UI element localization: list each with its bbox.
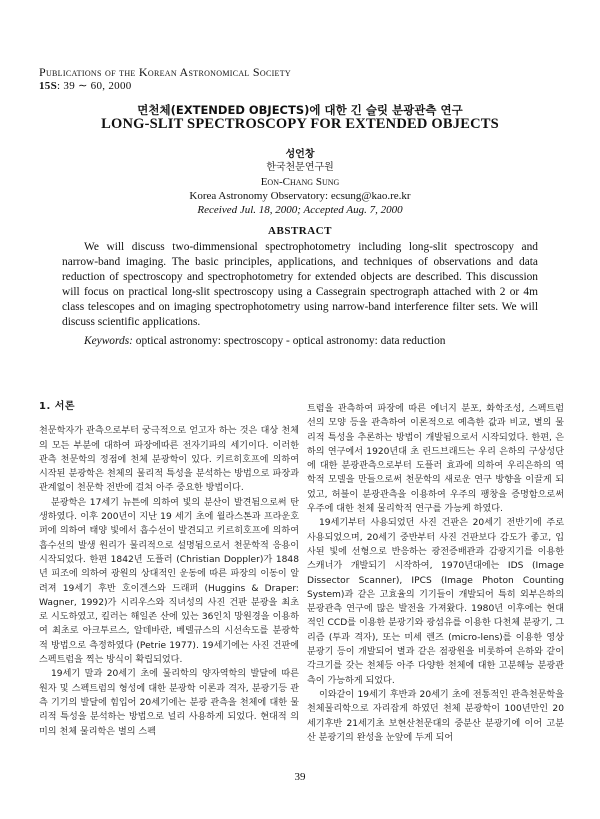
title-english: LONG-SLIT SPECTROSCOPY FOR EXTENDED OBJECTS <box>101 116 499 132</box>
title-korean: 면천체(EXTENDED OBJECTS)에 대한 긴 슬릿 분광관측 연구 <box>137 103 463 117</box>
page-number: 39 <box>294 771 306 783</box>
keywords-label: Keywords: <box>84 335 133 347</box>
journal-name: Publications of the Korean Astronomical Society <box>39 65 292 79</box>
author-english-name: Eon-Chang Sung <box>260 176 340 188</box>
keywords-text: optical astronomy: spectroscopy - optical astronomy: data reduction <box>135 335 446 347</box>
abstract-heading: ABSTRACT <box>268 225 332 237</box>
section-heading: 1. 서론 <box>39 401 76 412</box>
left-column <box>39 400 299 739</box>
right-column <box>307 402 564 745</box>
paragraph: 19세기 말과 20세기 초에 물리학의 양자역학의 발달에 따른 원자 및 스펙트럼의 형성에 대한 분광학 이론과 격자, 분광기등 관측 기기의 발달에 힘입어 20세기에는 분광 관측을 천체에 대한 물리적 특성을 분석하는 방법으로 널리 사용하게 되었다. 현대적 의미의 천체 물리학은 별의 스펙 <box>39 669 299 737</box>
paragraph: 19세기부터 사용되었던 사진 건판은 20세기 전반기에 주로 사용되었으며, 20세기 중반부터 사진 건판보다 감도가 좋고, 입사된 빛에 선형으로 반응하는 광전증배관과 감광지기를 이용한 스캐너가 개발되기 시작하여, 1970년대에는 IDS (Image Dissector Scanner), IPCS (Image Photon Counting System)과 같은 고효율의 기기들이 개발되어 특히 외부은하의 분광관측 연구에 많은 발전을 가져왔다. 1980년 이후에는 현대적인 CCD를 이용한 분광기와 광섬유를 이용한 다천체 분광기, 그리즘 (투과 격자), 또는 미세 렌즈 (micro-lens)를 이용한 영상 분광기 등이 개발되어 별과 같은 점광원을 비롯하여 은하와 같이 각크기를 갖는 천체등 아주 다양한 천체에 대한 고분해능 분광관측이 가능하게 되었다. <box>307 518 564 686</box>
paragraph: 이와같이 19세기 후반과 20세기 초에 전통적인 관측천문학을 천체물리학으로 자리잡게 하였던 천체 분광학이 100년만인 20세기후반 21세기초 보현산천문대의 중분산 분광기에 이어 고분산 분광기의 완성을 눈앞에 두게 되어 <box>307 689 564 743</box>
paragraph: 분광학은 17세기 뉴튼에 의하여 빛의 분산이 발견됨으로써 탄생하였다. 이후 200년이 지난 19 세기 초에 월라스톤과 프라운호퍼에 의하여 태양 빛에서 흡수선이 발견되고 키르히호프에 의하여 흡수선의 발생 원리가 물리적으로 설명됨으로서 천문학적 응용이 시작되었다. 한편 1842년 도플러 (Christian Doppler)가 1848년 피조에 의하여 광원의 상대적인 운동에 따른 파장의 이동이 알려져 19세기 후반 호이겐스와 드래퍼 (Huggins & Draper: Wagner, 1992)가 시리우스와 직녀성의 사진 건판 분광을 최초로 시도하였고, 킬러는 해일존 산에 있는 36인치 망원경을 이용하여 최초로 아크투르스, 알데바란, 베텔규스의 시선속도를 분광학적 방법으로 측정하였다 (Petrie 1977). 19세기에는 사진 건판에 스펙트럼을 찍는 방식이 확립되었다. <box>39 497 299 666</box>
journal-header <box>39 65 291 93</box>
journal-volume: 15S <box>39 80 58 92</box>
journal-pages: : 39 ∼ 60, 2000 <box>57 80 132 92</box>
abstract-text: We will discuss two-dimmensional spectrophotometry including long-slit spectroscopy and narrow-band imaging. The basic principles, applications, and techniques of observations and data reduction of spectroscopy and spectrophotometry for extended objects are described. This discussion will focus on practical long-slit spectroscopy using a Cassegrain spectrograph attached with 2 or 4m class telescopes and on imaging spectrophotometry using narrow-band interference filter sets. We will discuss scientific applications. <box>62 241 538 328</box>
author-korean-institution: 한국천문연구원 <box>266 162 334 173</box>
received-dates: Received Jul. 18, 2000; Accepted Aug. 7, 2000 <box>197 204 403 216</box>
author-korean-name: 성언창 <box>285 149 315 160</box>
journal-volume-line <box>39 79 291 93</box>
paragraph: 천문학자가 관측으로부터 궁극적으로 얻고자 하는 것은 대상 천체의 모든 부분에 대하여 파장에따른 전자기파의 세기이다. 이러한 관측 천문학의 정점에 천체 분광학이 있다. 키르히호프에 의하여 시작된 분광학은 천체의 물리적 특성을 분석하는 방법으로 파장과 관계없이 천문학 전반에 걸쳐 아주 중요한 방법이다. <box>39 426 299 494</box>
paragraph: 트럼을 관측하여 파장에 따른 에너지 분포, 화학조성, 스펙트럼 선의 모양 등을 관측하여 이론적으로 예측한 값과 비교, 별의 물리적 특성을 추론하는 방법이 개발됨으로서 시작되었다. 한편, 은하의 연구에서 1920년대 초 린드브래드는 우리 은하의 구상성단에 대한 분광관측으로부터 도플러 효과에 의하여 우리은하의 역학적 모델을 만들으로써 천문학의 새로운 연구 방향을 이끌게 되었고, 허블이 분광관측을 이용하여 우주의 팽창을 증명함으로써 우주에 대한 천체 물리학적 연구를 가능케 하였다. <box>307 404 564 515</box>
keywords-line <box>84 335 445 347</box>
author-institution: Korea Astronomy Observatory: ecsung@kao.re.kr <box>189 190 411 202</box>
